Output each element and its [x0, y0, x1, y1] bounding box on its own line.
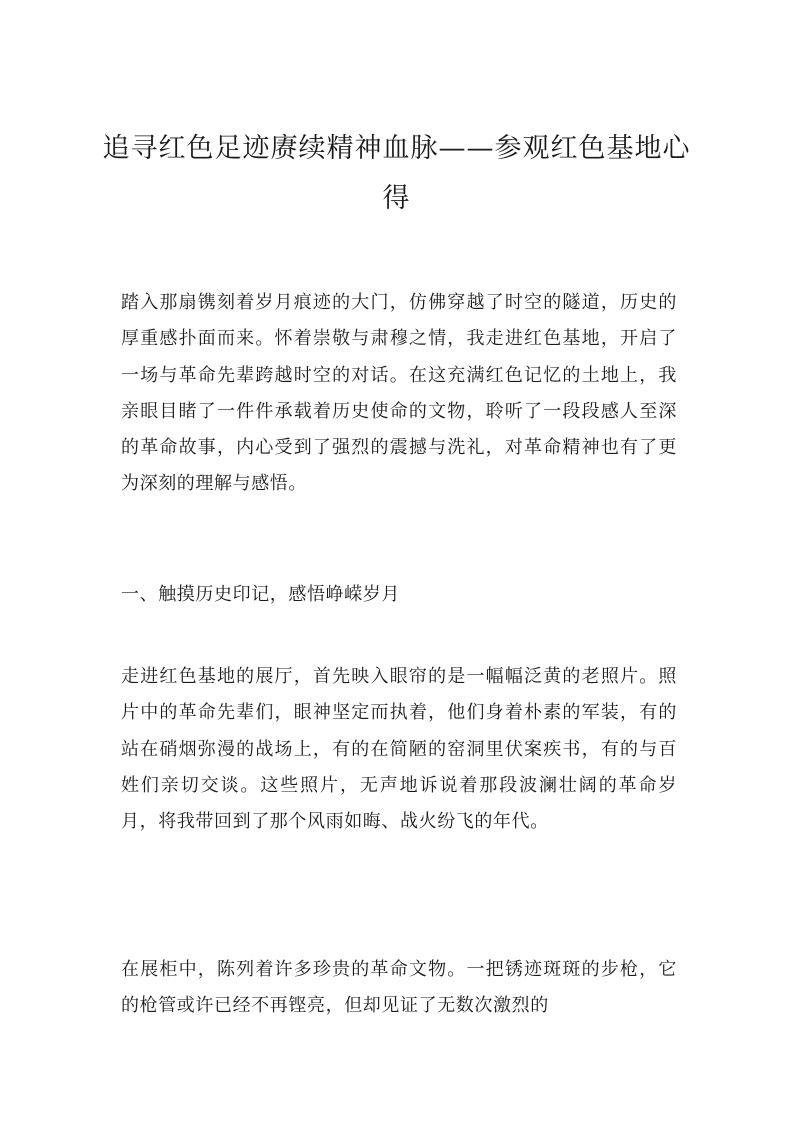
section-heading: 一、触摸历史印记，感悟峥嵘岁月 [121, 584, 400, 605]
paragraph-intro: 踏入那扇镌刻着岁月痕迹的大门，仿佛穿越了时空的隧道，历史的厚重感扑面而来。怀着崇敬与肃穆之情，我走进红色基地，开启了一场与革命先辈跨越时空的对话。在这充满红色记忆的土地上，我亲眼目睹了一件件承载着历史使命的文物，聆听了一段段感人至深的革命故事，内心受到了强烈的震撼与洗礼，对革命精神也有了更为深刻的理解与感悟。 [121, 292, 677, 495]
paragraph-artifacts: 在展柜中，陈列着许多珍贵的革命文物。一把锈迹斑斑的步枪，它的枪管或许已经不再铿亮，但却见证了无数次激烈的 [121, 959, 677, 1017]
paragraph-photos: 走进红色基地的展厅，首先映入眼帘的是一幅幅泛黄的老照片。照片中的革命先辈们，眼神坚定而执着，他们身着朴素的军装，有的站在硝烟弥漫的战场上，有的在简陋的窑洞里伏案疾书，有的与百姓们亲切交谈。这些照片，无声地诉说着那段波澜壮阔的革命岁月，将我带回到了那个风雨如晦、战火纷飞的年代。 [121, 666, 677, 833]
document-title: 追寻红色足迹赓续精神血脉——参观红色基地心得 [102, 133, 691, 214]
